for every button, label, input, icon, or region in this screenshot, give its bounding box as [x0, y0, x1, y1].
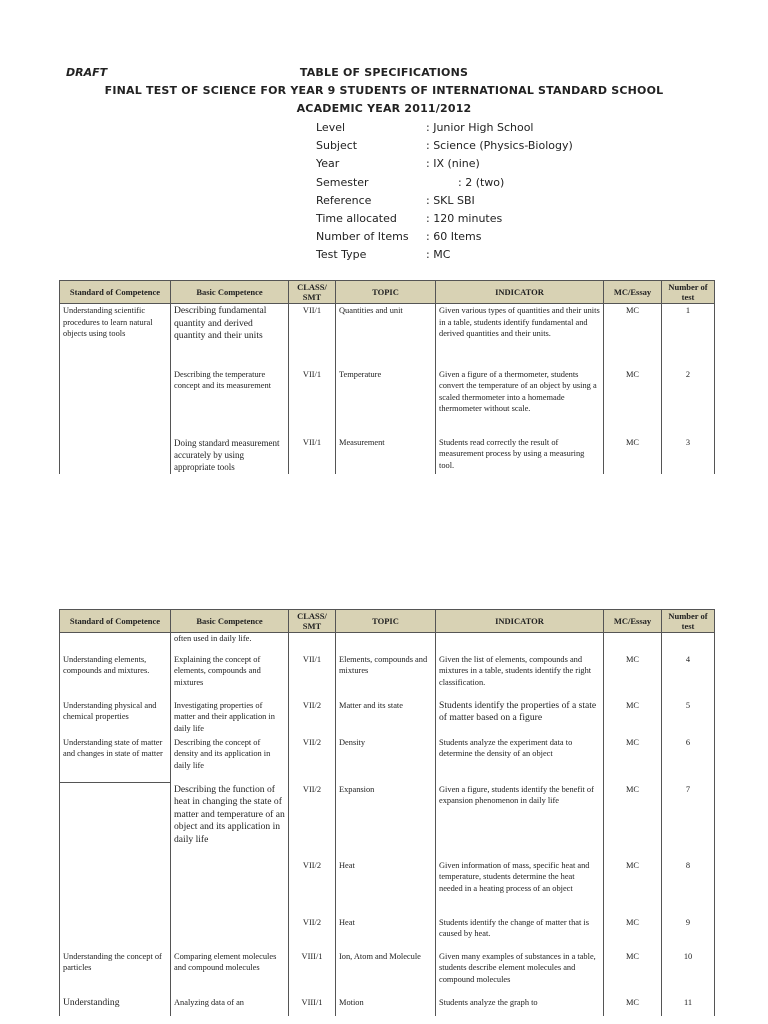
- cell-type: MC: [604, 859, 662, 916]
- col-class: CLASS/ SMT: [289, 281, 336, 304]
- cell-number: 4: [662, 653, 715, 699]
- cell-class: VII/2: [289, 859, 336, 916]
- cell-type: MC: [604, 368, 662, 436]
- cell-indicator: Students read correctly the result of measurement process by using a measuring tool.: [436, 436, 604, 474]
- cell-standard: [60, 859, 171, 916]
- cell-type: MC: [604, 996, 662, 1016]
- col-basic: Basic Competence: [171, 610, 289, 633]
- meta-key: Year: [316, 157, 340, 171]
- meta-key: Subject: [316, 139, 358, 153]
- meta-row: [316, 228, 573, 246]
- cell-number: 1: [662, 304, 715, 368]
- cell-class: VII/1: [289, 368, 336, 436]
- spec-table-1: [59, 280, 715, 474]
- col-standard: Standard of Competence: [60, 281, 171, 304]
- meta-value: : 60 Items: [426, 230, 482, 244]
- cell-basic: Doing standard measurement accurately by using appropriate tools: [171, 436, 289, 474]
- meta-block: [316, 119, 573, 265]
- cell-indicator: Given many examples of substances in a table, students describe element molecules and compound molecules: [436, 950, 604, 996]
- col-type: MC/Essay: [604, 281, 662, 304]
- cell-topic: Ion, Atom and Molecule: [336, 950, 436, 996]
- meta-row: [316, 174, 573, 192]
- cell-class: VII/1: [289, 436, 336, 474]
- col-type: MC/Essay: [604, 610, 662, 633]
- cell-standard: Understanding state of matter and changes in state of matter: [60, 736, 171, 783]
- table-row: [60, 859, 715, 916]
- table-row: [60, 996, 715, 1016]
- meta-row: [316, 246, 573, 264]
- cell-standard: Understanding scientific procedures to learn natural objects using tools: [60, 304, 171, 368]
- cell-type: MC: [604, 699, 662, 736]
- cell-type: MC: [604, 950, 662, 996]
- cell-number: 7: [662, 783, 715, 859]
- cell-topic: Matter and its state: [336, 699, 436, 736]
- meta-key: Time allocated: [316, 212, 397, 226]
- cell-type: MC: [604, 916, 662, 950]
- cell-basic: Describing the temperature concept and its measurement: [171, 368, 289, 436]
- col-number: Number of test: [662, 610, 715, 633]
- cell-basic-continued: often used in daily life.: [171, 633, 289, 653]
- meta-row: [316, 155, 573, 173]
- cell-topic: Heat: [336, 859, 436, 916]
- meta-value: : SKL SBI: [426, 193, 475, 207]
- cell-standard: Understanding physical and chemical properties: [60, 699, 171, 736]
- cell-class: VIII/1: [289, 996, 336, 1016]
- cell-class: VIII/1: [289, 950, 336, 996]
- header-row: [60, 281, 715, 304]
- cell-standard: [60, 368, 171, 436]
- academic-year: ACADEMIC YEAR 2011/2012: [296, 102, 472, 115]
- meta-value: : 2 (two): [458, 175, 505, 189]
- cell-indicator: Given a figure, students identify the benefit of expansion phenomenon in daily life: [436, 783, 604, 859]
- cell-standard: [60, 916, 171, 950]
- cell-number: 6: [662, 736, 715, 783]
- meta-key: Level: [316, 121, 346, 134]
- meta-row: [316, 119, 573, 137]
- cell-basic: [171, 859, 289, 916]
- table-row: [60, 783, 715, 859]
- cell-basic: Describing the function of heat in changing the state of matter and temperature of an object and its application in daily life: [171, 783, 289, 859]
- meta-key: Number of Items: [316, 230, 409, 244]
- table-row: [60, 653, 715, 699]
- cell-indicator: Students analyze the experiment data to determine the density of an object: [436, 736, 604, 783]
- cell-standard: Understanding elements, compounds and mixtures.: [60, 653, 171, 699]
- table-row: [60, 916, 715, 950]
- cell-standard: [60, 436, 171, 474]
- cell-number: 11: [662, 996, 715, 1016]
- cell-type: MC: [604, 436, 662, 474]
- cell-number: 9: [662, 916, 715, 950]
- table-row: [60, 368, 715, 436]
- cell-indicator: Given information of mass, specific heat and temperature, students determine the heat needed in a heating process of an object: [436, 859, 604, 916]
- cell-type: MC: [604, 653, 662, 699]
- cell-basic: Describing the concept of density and its application in daily life: [171, 736, 289, 783]
- meta-key: Semester: [316, 175, 369, 189]
- cell-basic: Describing fundamental quantity and derived quantity and their units: [171, 304, 289, 368]
- cell-standard: Understanding: [60, 996, 171, 1016]
- doc-subtitle: FINAL TEST OF SCIENCE FOR YEAR 9 STUDENTS OF INTERNATIONAL STANDARD SCHOOL: [104, 84, 664, 97]
- table-row: [60, 950, 715, 996]
- cell-indicator: Students analyze the graph to: [436, 996, 604, 1016]
- table-row: [60, 304, 715, 368]
- cell-class: VII/1: [289, 304, 336, 368]
- cell-basic: Investigating properties of matter and their application in daily life: [171, 699, 289, 736]
- cell-type: MC: [604, 783, 662, 859]
- cell-number: 2: [662, 368, 715, 436]
- cell-standard: [60, 783, 171, 859]
- cell-indicator: Given various types of quantities and their units in a table, students identify fundamental and derived quantities and their units.: [436, 304, 604, 368]
- col-topic: TOPIC: [336, 610, 436, 633]
- table-row: [60, 633, 715, 653]
- meta-value: : 120 minutes: [426, 212, 503, 226]
- table-row: [60, 699, 715, 736]
- cell-topic: Measurement: [336, 436, 436, 474]
- meta-row: [316, 210, 573, 228]
- cell-number: 8: [662, 859, 715, 916]
- cell-standard: Understanding the concept of particles: [60, 950, 171, 996]
- cell-class: VII/2: [289, 699, 336, 736]
- cell-type: MC: [604, 304, 662, 368]
- cell-basic: [171, 916, 289, 950]
- cell-number: 3: [662, 436, 715, 474]
- meta-value: : Science (Physics-Biology): [426, 139, 573, 153]
- cell-class: VII/1: [289, 653, 336, 699]
- doc-title: TABLE OF SPECIFICATIONS: [299, 66, 469, 79]
- cell-type: MC: [604, 736, 662, 783]
- col-indicator: INDICATOR: [436, 610, 604, 633]
- cell-class: VII/2: [289, 783, 336, 859]
- spec-table-2: [59, 609, 715, 1016]
- header-row: [60, 610, 715, 633]
- cell-topic: Motion: [336, 996, 436, 1016]
- cell-topic: Elements, compounds and mixtures: [336, 653, 436, 699]
- cell-topic: Quantities and unit: [336, 304, 436, 368]
- meta-row: [316, 192, 573, 210]
- cell-topic: Density: [336, 736, 436, 783]
- col-indicator: INDICATOR: [436, 281, 604, 304]
- meta-value: : MC: [426, 248, 451, 262]
- table-row: [60, 736, 715, 783]
- meta-row: [316, 137, 573, 155]
- cell-class: VII/2: [289, 916, 336, 950]
- cell-class: VII/2: [289, 736, 336, 783]
- col-standard: Standard of Competence: [60, 610, 171, 633]
- cell-topic: Heat: [336, 916, 436, 950]
- meta-value: : IX (nine): [426, 157, 480, 171]
- cell-basic: Analyzing data of an: [171, 996, 289, 1016]
- cell-number: 10: [662, 950, 715, 996]
- meta-key: Test Type: [316, 248, 367, 262]
- cell-indicator: Students identify the change of matter that is caused by heat.: [436, 916, 604, 950]
- cell-basic: Comparing element molecules and compound molecules: [171, 950, 289, 996]
- meta-value: : Junior High School: [426, 121, 534, 134]
- cell-number: 5: [662, 699, 715, 736]
- col-class: CLASS/ SMT: [289, 610, 336, 633]
- draft-label: DRAFT: [66, 66, 108, 79]
- cell-topic: Temperature: [336, 368, 436, 436]
- col-number: Number of test: [662, 281, 715, 304]
- cell-indicator: Students identify the properties of a state of matter based on a figure: [436, 699, 604, 736]
- cell-indicator: Given a figure of a thermometer, students convert the temperature of an object by using a scaled thermometer into a homemade thermometer without scale.: [436, 368, 604, 436]
- col-topic: TOPIC: [336, 281, 436, 304]
- meta-key: Reference: [316, 193, 372, 207]
- cell-indicator: Given the list of elements, compounds and mixtures in a table, students identify the right classification.: [436, 653, 604, 699]
- cell-topic: Expansion: [336, 783, 436, 859]
- cell-basic: Explaining the concept of elements, compounds and mixtures: [171, 653, 289, 699]
- table-row: [60, 436, 715, 474]
- col-basic: Basic Competence: [171, 281, 289, 304]
